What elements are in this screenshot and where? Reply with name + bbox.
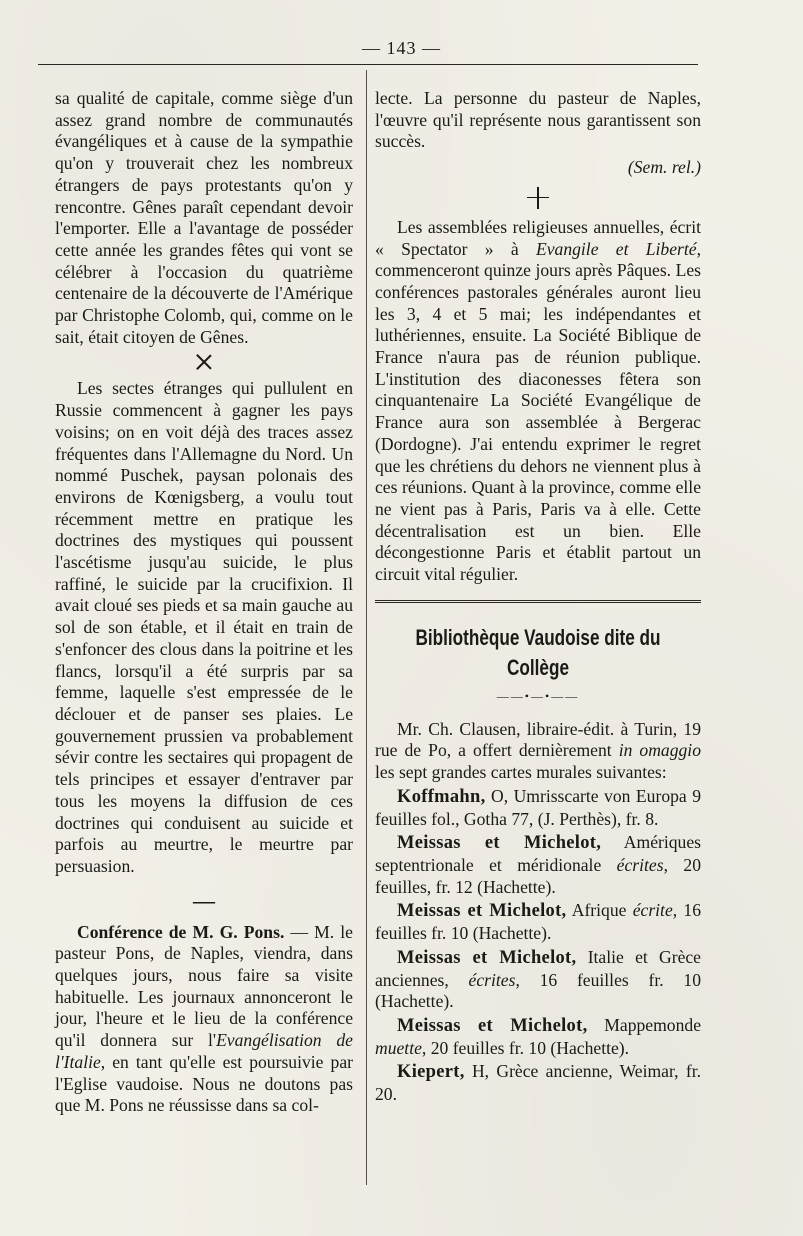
- article-sects-russia: Les sectes étranges qui pullulent en Russie commencent à gagner les pays voisins; on en voit déjà des traces assez fréquentes dans l'Allemagne du Nord. Un nommé Puschek, paysan polonais des environs de Kœnigsberg, a voulu tout récemment mettre en pratique les doctrines des mystiques qui poussent l'ascétisme jusqu'au suicide, le plus raffiné, le suicide par la crucifixion. Il avait cloué ses pieds et sa main gauche au sol de son étable, et il était en train de s'enfoncer des clous dans la poitrine et les flancs, lorsqu'il a été surpris par sa femme, laquelle s'est empressée de le déclouer et de panser ses plaies. Le gouvernement prussien va probablement sévir contre les sectaires qui propagent de tels principes et essayer d'entraver par tous les moyens la diffusion de ces doctrines qui conduisent au suicide et parfois au meurtre, le meurtre par persuasion.: [55, 378, 353, 876]
- article-title: Conférence de M. G. Pons.: [77, 921, 285, 942]
- right-column: [375, 88, 701, 1106]
- ornament-divider: ——•—•——: [496, 688, 580, 703]
- map-entry: Koffmahn, O, Umrisscarte von Europa 9 feuilles fol., Gotha 77, (J. Perthès), fr. 8.: [375, 785, 701, 829]
- map-entry: Meissas et Michelot, Italie et Grèce anciennes, écrites, 16 feuilles fr. 10 (Hachette).: [375, 946, 701, 1012]
- cross-separator-icon: [527, 187, 549, 209]
- library-intro: Mr. Ch. Clausen, libraire-édit. à Turin, 19 rue de Po, a offert dernièrement in omaggio les sept grandes cartes murales suivantes:: [375, 718, 701, 783]
- header-rule: [38, 64, 698, 65]
- section-heading: Bibliothèque Vaudoise dite du Collège: [415, 624, 661, 680]
- left-column: [55, 88, 353, 1117]
- map-entry: Meissas et Michelot, Mappemonde muette, 20 feuilles fr. 10 (Hachette).: [375, 1014, 701, 1058]
- article-assemblies: Les assemblées religieuses annuelles, écrit « Spectator » à Evangile et Liberté, commenceront quinze jours après Pâques. Les conférences pastorales générales auront lieu les 3, 4 et 5 mai; les indépendantes et luthériennes, ensuite. La Société Biblique de France n'aura pas de réunion publique. L'institution des diaconesses fêtera son cinquantenaire La Société Evangélique de France aura son assemblée à Bergerac (Dordogne). J'ai entendu exprimer le regret que les chrétiens du dehors ne viennent plus à ces réunions. Quant à la province, comme elle ne vient pas à Paris, Paris va à elle. Cette décentralisation est un bien. Elle décongestionne Paris et établit partout un circuit vital régulier.: [375, 216, 701, 585]
- map-entry: Kiepert, H, Grèce ancienne, Weimar, fr. 20.: [375, 1061, 701, 1105]
- column-divider: [366, 70, 367, 1185]
- map-entry: Meissas et Michelot, Amériques septentrionale et méridionale écrites, 20 feuilles, fr. 12 (Hachette).: [375, 832, 701, 897]
- section-rule: [375, 600, 701, 603]
- article-continuation: sa qualité de capitale, comme siège d'un assez grand nombre de communautés évangéliques et à cause de la sympathie qu'on y trouverait chez les nombreux étrangers de pays protestants qu'on y rencontre. Gênes paraît cependant devoir l'emporter. Elle a l'avantage de posséder cette année les grandes fêtes qui vont se célébrer à l'occasion du quatrième centenaire de la découverte de l'Amérique par Christophe Colomb, qui, comme on le sait, était citoyen de Gênes.: [55, 88, 353, 347]
- article-conference-pons: Conférence de M. G. Pons. — M. le pasteur Pons, de Naples, viendra, dans quelques jours, nous faire sa visite habituelle. Les journaux annonceront le jour, l'heure et le lieu de la conférence qu'il donnera sur l'Evangélisation de l'Italie, en tant qu'elle est poursuivie par l'Eglise vaudoise. Nous ne doutons pas que M. Pons ne réussisse dans sa col-: [55, 921, 353, 1116]
- map-entry: Meissas et Michelot, Afrique écrite, 16 feuilles fr. 10 (Hachette).: [375, 900, 701, 944]
- dash-separator: —: [193, 887, 215, 913]
- x-separator-icon: [196, 354, 212, 370]
- page-number: — 143 —: [362, 38, 441, 58]
- source-citation: (Sem. rel.): [627, 157, 701, 178]
- article-continuation-right: lecte. La personne du pasteur de Naples, l'œuvre qu'il représente nous garantissent son succès.: [375, 88, 701, 152]
